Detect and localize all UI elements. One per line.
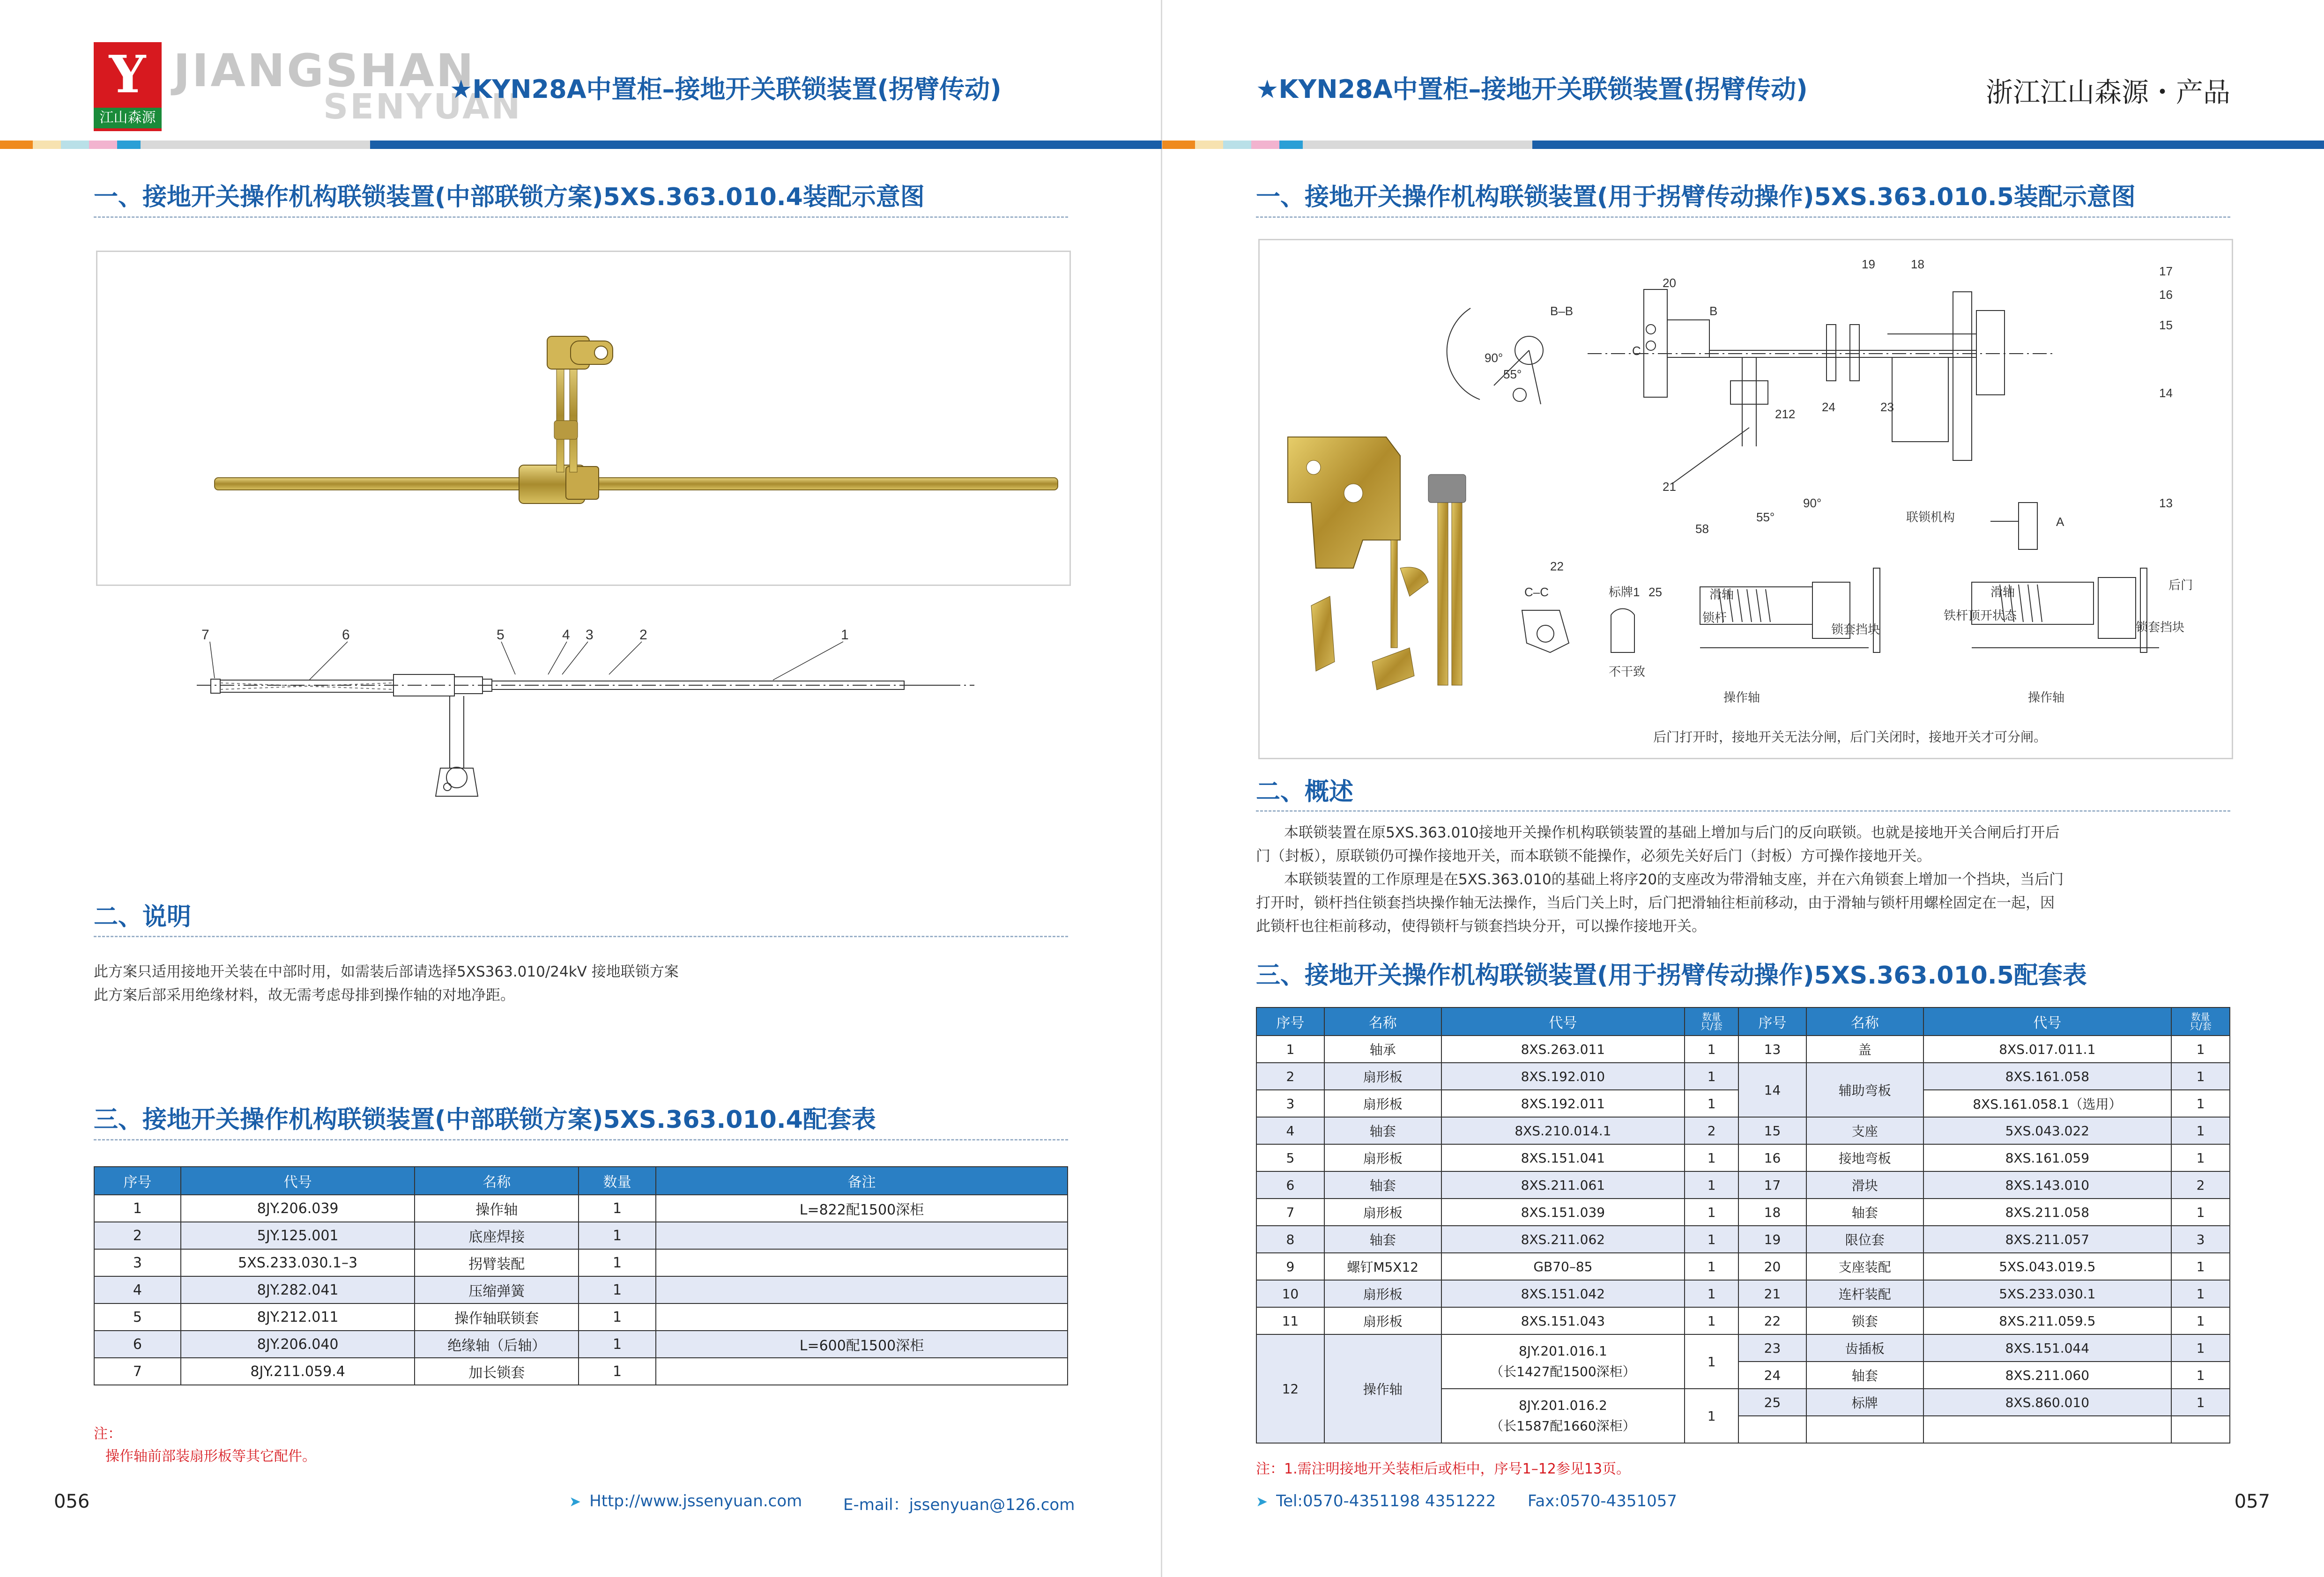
cell-name: 支座 <box>1806 1117 1923 1144</box>
cell-name: 连杆装配 <box>1806 1280 1923 1307</box>
cell-qty: 1 <box>579 1249 656 1276</box>
table-row <box>1256 1117 2230 1144</box>
cell-qty: 1 <box>1685 1334 1738 1389</box>
label-90: 90° <box>1803 496 1822 510</box>
company-logo <box>94 42 162 131</box>
callout-16: 16 <box>2159 288 2173 302</box>
callout-23: 23 <box>1880 400 1894 414</box>
callout-15: 15 <box>2159 318 2173 332</box>
header-stripe <box>1223 141 1251 149</box>
cell-no: 4 <box>94 1276 181 1303</box>
cell-no: 18 <box>1738 1199 1806 1226</box>
th-name: 名称 <box>415 1167 579 1195</box>
cell-code: 8XS.192.010 <box>1441 1063 1685 1090</box>
th-qty-unit: 只/套 <box>1700 1021 1723 1032</box>
th-no: 序号 <box>94 1167 181 1195</box>
header-stripe <box>89 141 117 149</box>
th-no: 序号 <box>1738 1007 1806 1036</box>
cell-code: 8XS.210.014.1 <box>1441 1117 1685 1144</box>
cell-name: 扇形板 <box>1324 1280 1441 1307</box>
label-angle-90: 90° <box>1485 351 1503 365</box>
footer-fax <box>1528 1492 1677 1510</box>
label-212: 212 <box>1775 407 1796 421</box>
cell-empty <box>2171 1416 2230 1443</box>
table-row <box>1256 1036 2230 1063</box>
table-row <box>1256 1253 2230 1280</box>
cell-code: 5XS.043.022 <box>1923 1117 2172 1144</box>
cell-no: 8 <box>1256 1226 1324 1253</box>
cell-qty: 1 <box>1685 1036 1738 1063</box>
cell-empty <box>1806 1416 1923 1443</box>
cell-name: 轴承 <box>1324 1036 1441 1063</box>
cell-name: 操作轴联锁套 <box>415 1303 579 1331</box>
cell-qty: 1 <box>1685 1307 1738 1334</box>
cell-remark <box>656 1303 1068 1331</box>
callout-19: 19 <box>1862 257 1875 271</box>
section-divider <box>1256 216 2230 218</box>
callout-20: 20 <box>1663 276 1676 290</box>
cell-code: 8XS.017.011.1 <box>1923 1036 2172 1063</box>
header-stripe <box>1162 141 1195 149</box>
cell-code: 8JY.282.041 <box>181 1276 415 1303</box>
cell-code <box>1441 1334 1685 1389</box>
right-page <box>1162 0 2324 1577</box>
cell-code: 8XS.151.043 <box>1441 1307 1685 1334</box>
label-no-interference: 不干致 <box>1609 665 1646 679</box>
cell-no: 16 <box>1738 1144 1806 1171</box>
overview-line: 此锁杆也往柜前移动，使得锁杆与锁套挡块分开，可以操作接地开关。 <box>1256 918 1706 935</box>
cell-qty: 2 <box>1685 1117 1738 1144</box>
label-bar-top: 铁杆顶开状态 <box>1944 608 2017 622</box>
cell-name: 辅助弯板 <box>1806 1063 1923 1117</box>
cell-no: 13 <box>1738 1036 1806 1063</box>
cell-no: 9 <box>1256 1253 1324 1280</box>
cell-name: 齿插板 <box>1806 1334 1923 1362</box>
table-row <box>1256 1199 2230 1226</box>
label-slide-shaft-2: 滑轴 <box>1990 585 2015 599</box>
cell-qty: 1 <box>1685 1090 1738 1117</box>
cell-qty: 1 <box>2171 1362 2230 1389</box>
cell-name: 接地弯板 <box>1806 1144 1923 1171</box>
callout-22: 22 <box>1550 559 1564 573</box>
overview-line: 门（封板），原联锁仍可操作接地开关，而本联锁不能操作，必须先关好后门（封板）方可操作接地开关。 <box>1256 848 1931 865</box>
cell-name: 扇形板 <box>1324 1063 1441 1090</box>
cell-name: 加长锁套 <box>415 1358 579 1385</box>
callout-21: 21 <box>1663 480 1676 494</box>
description-line: 此方案只适用接地开关装在中部时用，如需装后部请选择5XS363.010/24kV 接地联锁方案 <box>94 963 679 980</box>
cell-name: 绝缘轴（后轴） <box>415 1331 579 1358</box>
cell-no: 10 <box>1256 1280 1324 1307</box>
note-text: 操作轴前部装扇形板等其它配件。 <box>105 1448 316 1465</box>
label-op-shaft: 操作轴 <box>1723 690 1760 704</box>
cell-qty: 1 <box>1685 1199 1738 1226</box>
cell-qty: 1 <box>579 1195 656 1222</box>
cell-code: 8XS.151.041 <box>1441 1144 1685 1171</box>
header-title: ★KYN28A中置柜–接地开关联锁装置(拐臂传动) <box>450 74 1002 104</box>
label-lock-sleeve-stop: 锁套挡块 <box>1831 622 1880 637</box>
table-row <box>1256 1307 2230 1334</box>
table-row <box>94 1249 1068 1276</box>
th-code: 代号 <box>181 1167 415 1195</box>
page-number: 056 <box>54 1491 90 1512</box>
cell-code: 8JY.206.040 <box>181 1331 415 1358</box>
cell-no: 14 <box>1738 1063 1806 1117</box>
table-row <box>1256 1226 2230 1253</box>
footer-tel[interactable] <box>1256 1492 1496 1510</box>
callout-2: 2 <box>639 628 647 643</box>
cell-no: 21 <box>1738 1280 1806 1307</box>
cell-name: 扇形板 <box>1324 1199 1441 1226</box>
parts-table <box>94 1166 1068 1385</box>
cell-name: 支座装配 <box>1806 1253 1923 1280</box>
page-number: 057 <box>2234 1491 2270 1512</box>
cell-no: 1 <box>94 1195 181 1222</box>
assembly-photo <box>96 251 1071 586</box>
description-text <box>94 960 679 1007</box>
section-divider <box>1256 810 2230 812</box>
cell-code: 8XS.161.058.1（选用） <box>1923 1090 2172 1117</box>
section-divider <box>94 216 1068 218</box>
cell-remark <box>656 1249 1068 1276</box>
label-interlock: 联锁机构 <box>1906 510 1955 524</box>
cell-qty: 1 <box>1685 1280 1738 1307</box>
cell-name: 轴套 <box>1806 1199 1923 1226</box>
th-remark: 备注 <box>656 1167 1068 1195</box>
cell-remark <box>656 1276 1068 1303</box>
section1-title: 一、接地开关操作机构联锁装置(用于拐臂传动操作)5XS.363.010.5装配示意图 <box>1256 183 2136 211</box>
cell-name: 轴套 <box>1324 1117 1441 1144</box>
label-b: B <box>1709 304 1718 318</box>
cell-qty: 1 <box>2171 1063 2230 1090</box>
cell-qty: 1 <box>2171 1144 2230 1171</box>
table-row <box>94 1276 1068 1303</box>
cell-qty: 2 <box>2171 1171 2230 1199</box>
header-stripe <box>370 141 1162 149</box>
cell-no: 11 <box>1256 1307 1324 1334</box>
cell-no: 25 <box>1738 1389 1806 1416</box>
brand-subname: SENYUAN <box>323 87 522 127</box>
cell-qty: 1 <box>579 1303 656 1331</box>
cell-qty: 1 <box>1685 1253 1738 1280</box>
overview-line: 打开时，锁杆挡住锁套挡块操作轴无法操作，当后门关上时，后门把滑轴往柜前移动，由于滑轴与锁杆用螺栓固定在一起，因 <box>1256 895 2055 911</box>
th-qty <box>2171 1007 2230 1036</box>
cell-code: 5XS.233.030.1–3 <box>181 1249 415 1276</box>
assembly-diagram <box>1258 239 2233 759</box>
cell-qty: 1 <box>2171 1307 2230 1334</box>
label-c: C <box>1632 344 1641 358</box>
cell-qty: 1 <box>579 1276 656 1303</box>
cell-code: 8XS.211.059.5 <box>1923 1307 2172 1334</box>
cell-code: 8XS.161.059 <box>1923 1144 2172 1171</box>
label-angle-55: 55° <box>1503 367 1522 381</box>
tel-text: Tel:0570-4351198 4351222 <box>1276 1492 1496 1510</box>
cell-remark <box>656 1358 1068 1385</box>
callout-18: 18 <box>1911 257 1924 271</box>
cell-name: 轴套 <box>1324 1171 1441 1199</box>
cell-name: 盖 <box>1806 1036 1923 1063</box>
cell-name: 扇形板 <box>1324 1307 1441 1334</box>
table-row <box>94 1303 1068 1331</box>
parts-table <box>1256 1007 2230 1444</box>
callout-1: 1 <box>841 628 849 643</box>
cell-no: 2 <box>1256 1063 1324 1090</box>
cell-name: 操作轴 <box>415 1195 579 1222</box>
cell-qty: 1 <box>1685 1144 1738 1171</box>
table-row <box>94 1331 1068 1358</box>
table-row <box>1256 1144 2230 1171</box>
code-note: （长1587配1660深柜） <box>1490 1418 1636 1434</box>
logo-cn-text: 江山森源 <box>94 108 162 128</box>
callout-5: 5 <box>497 628 505 643</box>
callout-7: 7 <box>201 628 209 643</box>
cell-no: 7 <box>94 1358 181 1385</box>
header-stripe <box>61 141 89 149</box>
cell-no: 5 <box>94 1303 181 1331</box>
section2-title: 二、概述 <box>1256 778 1354 806</box>
cell-code: 5JY.125.001 <box>181 1222 415 1249</box>
cell-code: 8XS.211.057 <box>1923 1226 2172 1253</box>
assembly-drawing <box>187 628 984 824</box>
cell-no: 22 <box>1738 1307 1806 1334</box>
cell-qty: 3 <box>2171 1226 2230 1253</box>
header-stripe <box>1532 141 2324 149</box>
th-no: 序号 <box>1256 1007 1324 1036</box>
overview-text <box>1256 821 2230 938</box>
section2-title: 二、说明 <box>94 903 192 931</box>
cell-qty: 1 <box>579 1331 656 1358</box>
label-nameplate: 标牌1 <box>1609 585 1640 599</box>
th-name: 名称 <box>1324 1007 1441 1036</box>
table-row <box>1256 1063 2230 1090</box>
callout-14: 14 <box>2159 386 2173 400</box>
footer-email[interactable] <box>843 1492 1075 1515</box>
cell-name: 锁套 <box>1806 1307 1923 1334</box>
cell-qty: 1 <box>1685 1171 1738 1199</box>
cell-qty: 1 <box>2171 1389 2230 1416</box>
th-qty-label: 数量 <box>2191 1011 2210 1022</box>
cell-remark: L=600配1500深柜 <box>656 1331 1068 1358</box>
label-lock-bar: 锁杆 <box>1702 611 1727 625</box>
cell-no: 4 <box>1256 1117 1324 1144</box>
label-58: 58 <box>1695 522 1709 536</box>
th-qty <box>1685 1007 1738 1036</box>
header-title: ★KYN28A中置柜–接地开关联锁装置(拐臂传动) <box>1256 74 1808 104</box>
cell-code: 8XS.143.010 <box>1923 1171 2172 1199</box>
label-back-door: 后门 <box>2168 578 2193 592</box>
cell-qty: 1 <box>2171 1253 2230 1280</box>
cell-code: 8JY.211.059.4 <box>181 1358 415 1385</box>
cell-code: 8XS.192.011 <box>1441 1090 1685 1117</box>
cell-name: 压缩弹簧 <box>415 1276 579 1303</box>
cell-no: 3 <box>94 1249 181 1276</box>
cell-no: 23 <box>1738 1334 1806 1362</box>
cell-name: 底座焊接 <box>415 1222 579 1249</box>
cell-code: 8XS.211.058 <box>1923 1199 2172 1226</box>
footer-website[interactable] <box>569 1492 802 1510</box>
cell-code: 8JY.206.039 <box>181 1195 415 1222</box>
code-note: （长1427配1500深柜） <box>1490 1364 1636 1379</box>
cell-qty: 1 <box>579 1222 656 1249</box>
section-divider <box>94 936 1068 937</box>
arrow-icon: ➤ <box>1256 1494 1268 1510</box>
th-code: 代号 <box>1441 1007 1685 1036</box>
table-row <box>94 1358 1068 1385</box>
cell-name: 限位套 <box>1806 1226 1923 1253</box>
section-divider <box>94 1139 1068 1140</box>
callout-6: 6 <box>342 628 350 643</box>
cell-no: 15 <box>1738 1117 1806 1144</box>
cell-qty: 1 <box>1685 1226 1738 1253</box>
cell-code: 8XS.151.039 <box>1441 1199 1685 1226</box>
website-text: Http://www.jssenyuan.com <box>589 1492 802 1510</box>
callout-17: 17 <box>2159 264 2173 278</box>
cell-code: 8XS.211.062 <box>1441 1226 1685 1253</box>
cell-code: 8JY.212.011 <box>181 1303 415 1331</box>
cell-qty: 1 <box>2171 1334 2230 1362</box>
label-cc: C–C <box>1524 585 1549 599</box>
cell-remark: L=822配1500深柜 <box>656 1195 1068 1222</box>
cell-no: 6 <box>94 1331 181 1358</box>
header-stripe <box>1279 141 1303 149</box>
cell-qty: 1 <box>1685 1389 1738 1443</box>
label-bb: B–B <box>1550 304 1574 318</box>
cell-code: 8XS.211.061 <box>1441 1171 1685 1199</box>
th-qty: 数量 <box>579 1167 656 1195</box>
cell-name: 螺钉M5X12 <box>1324 1253 1441 1280</box>
code-line: 8JY.201.016.1 <box>1518 1343 1607 1359</box>
section3-title: 三、接地开关操作机构联锁装置(用于拐臂传动操作)5XS.363.010.5配套表 <box>1256 962 2087 990</box>
label-slide-shaft: 滑轴 <box>1709 587 1734 601</box>
cell-name: 轴套 <box>1324 1226 1441 1253</box>
cell-no: 2 <box>94 1222 181 1249</box>
cell-name: 操作轴 <box>1324 1334 1441 1443</box>
company-name: 浙江江山森源・产品 <box>1985 76 2230 108</box>
label-op-shaft-2: 操作轴 <box>2028 690 2065 704</box>
table-row <box>1256 1171 2230 1199</box>
cell-no: 24 <box>1738 1362 1806 1389</box>
cell-empty <box>1923 1416 2172 1443</box>
header-stripe <box>141 141 370 149</box>
label-55: 55° <box>1756 510 1775 524</box>
section1-title: 一、接地开关操作机构联锁装置(中部联锁方案)5XS.363.010.4装配示意图 <box>94 183 925 211</box>
cell-name: 拐臂装配 <box>415 1249 579 1276</box>
description-line: 此方案后部采用绝缘材料，故无需考虑母排到操作轴的对地净距。 <box>94 987 515 1004</box>
table-row <box>1256 1280 2230 1307</box>
cell-code: 5XS.043.019.5 <box>1923 1253 2172 1280</box>
callout-4: 4 <box>562 628 570 643</box>
parts-table-body <box>1256 1036 2230 1443</box>
cell-qty: 1 <box>2171 1199 2230 1226</box>
table-note: 注：1.需注明接地开关装柜后或柜中，序号1–12参见13页。 <box>1256 1461 1631 1477</box>
fax-text: Fax:0570-4351057 <box>1528 1492 1678 1510</box>
cell-no: 17 <box>1738 1171 1806 1199</box>
header-stripe <box>1195 141 1223 149</box>
cell-qty: 1 <box>579 1358 656 1385</box>
overview-line: 本联锁装置在原5XS.363.010接地开关操作机构联锁装置的基础上增加与后门的反向联锁。也就是接地开关合闸后打开后 <box>1284 824 2060 841</box>
brand-name: JIANGSHAN <box>173 44 475 97</box>
table-header-row <box>94 1167 1068 1195</box>
cell-code: 5XS.233.030.1 <box>1923 1280 2172 1307</box>
cell-name: 轴套 <box>1806 1362 1923 1389</box>
overview-line: 本联锁装置的工作原理是在5XS.363.010的基础上将序20的支座改为带滑轴支座，并在六角锁套上增加一个挡块，当后门 <box>1284 871 2064 888</box>
cell-no: 1 <box>1256 1036 1324 1063</box>
cell-name: 扇形板 <box>1324 1144 1441 1171</box>
header-stripe <box>0 141 33 149</box>
cell-no: 12 <box>1256 1334 1324 1443</box>
table-row <box>94 1222 1068 1249</box>
arrow-icon: ➤ <box>569 1494 581 1510</box>
cell-qty: 1 <box>2171 1280 2230 1307</box>
section3-title: 三、接地开关操作机构联锁装置(中部联锁方案)5XS.363.010.4配套表 <box>94 1106 876 1134</box>
note-label: 注： <box>94 1426 122 1442</box>
cell-remark <box>656 1222 1068 1249</box>
cell-code <box>1441 1389 1685 1443</box>
cell-no: 20 <box>1738 1253 1806 1280</box>
cell-no: 6 <box>1256 1171 1324 1199</box>
cell-no: 19 <box>1738 1226 1806 1253</box>
table-row <box>94 1195 1068 1222</box>
table-header-row <box>1256 1007 2230 1036</box>
cell-no: 3 <box>1256 1090 1324 1117</box>
cell-name: 扇形板 <box>1324 1090 1441 1117</box>
header-stripe <box>1251 141 1279 149</box>
label-a: A <box>2056 515 2064 529</box>
cell-code: 8XS.263.011 <box>1441 1036 1685 1063</box>
email-text: E-mail：jssenyuan@126.com <box>843 1496 1075 1514</box>
parts-table-body <box>94 1195 1068 1385</box>
cell-no: 7 <box>1256 1199 1324 1226</box>
code-line: 8JY.201.016.2 <box>1518 1398 1607 1413</box>
header-stripe <box>33 141 61 149</box>
callout-3: 3 <box>586 628 594 643</box>
label-lock-sleeve-stop-2: 锁套挡块 <box>2136 620 2185 634</box>
table-row <box>1256 1334 2230 1362</box>
logo-mark-icon: Y <box>109 44 146 104</box>
header-stripe <box>117 141 141 149</box>
cell-code: 8XS.151.044 <box>1923 1334 2172 1362</box>
cell-code: 8XS.211.060 <box>1923 1362 2172 1389</box>
header-stripe <box>1303 141 1532 149</box>
th-name: 名称 <box>1806 1007 1923 1036</box>
callout-24: 24 <box>1822 400 1835 414</box>
cell-code: 8XS.161.058 <box>1923 1063 2172 1090</box>
cell-empty <box>1738 1416 1806 1443</box>
cell-code: 8XS.860.010 <box>1923 1389 2172 1416</box>
th-qty-label: 数量 <box>1702 1011 1721 1022</box>
callout-25: 25 <box>1648 585 1662 599</box>
th-qty-unit: 只/套 <box>2190 1021 2212 1032</box>
cell-qty: 1 <box>2171 1090 2230 1117</box>
cell-name: 标牌 <box>1806 1389 1923 1416</box>
cell-name: 滑块 <box>1806 1171 1923 1199</box>
diagram-caption: 后门打开时，接地开关无法分闸，后门关闭时，接地开关才可分闸。 <box>1653 730 2047 744</box>
cell-code: GB70–85 <box>1441 1253 1685 1280</box>
cell-qty: 1 <box>2171 1117 2230 1144</box>
cell-no: 5 <box>1256 1144 1324 1171</box>
cell-qty: 1 <box>1685 1063 1738 1090</box>
cell-code: 8XS.151.042 <box>1441 1280 1685 1307</box>
callout-13: 13 <box>2159 496 2173 510</box>
th-code: 代号 <box>1923 1007 2172 1036</box>
cell-qty: 1 <box>2171 1036 2230 1063</box>
